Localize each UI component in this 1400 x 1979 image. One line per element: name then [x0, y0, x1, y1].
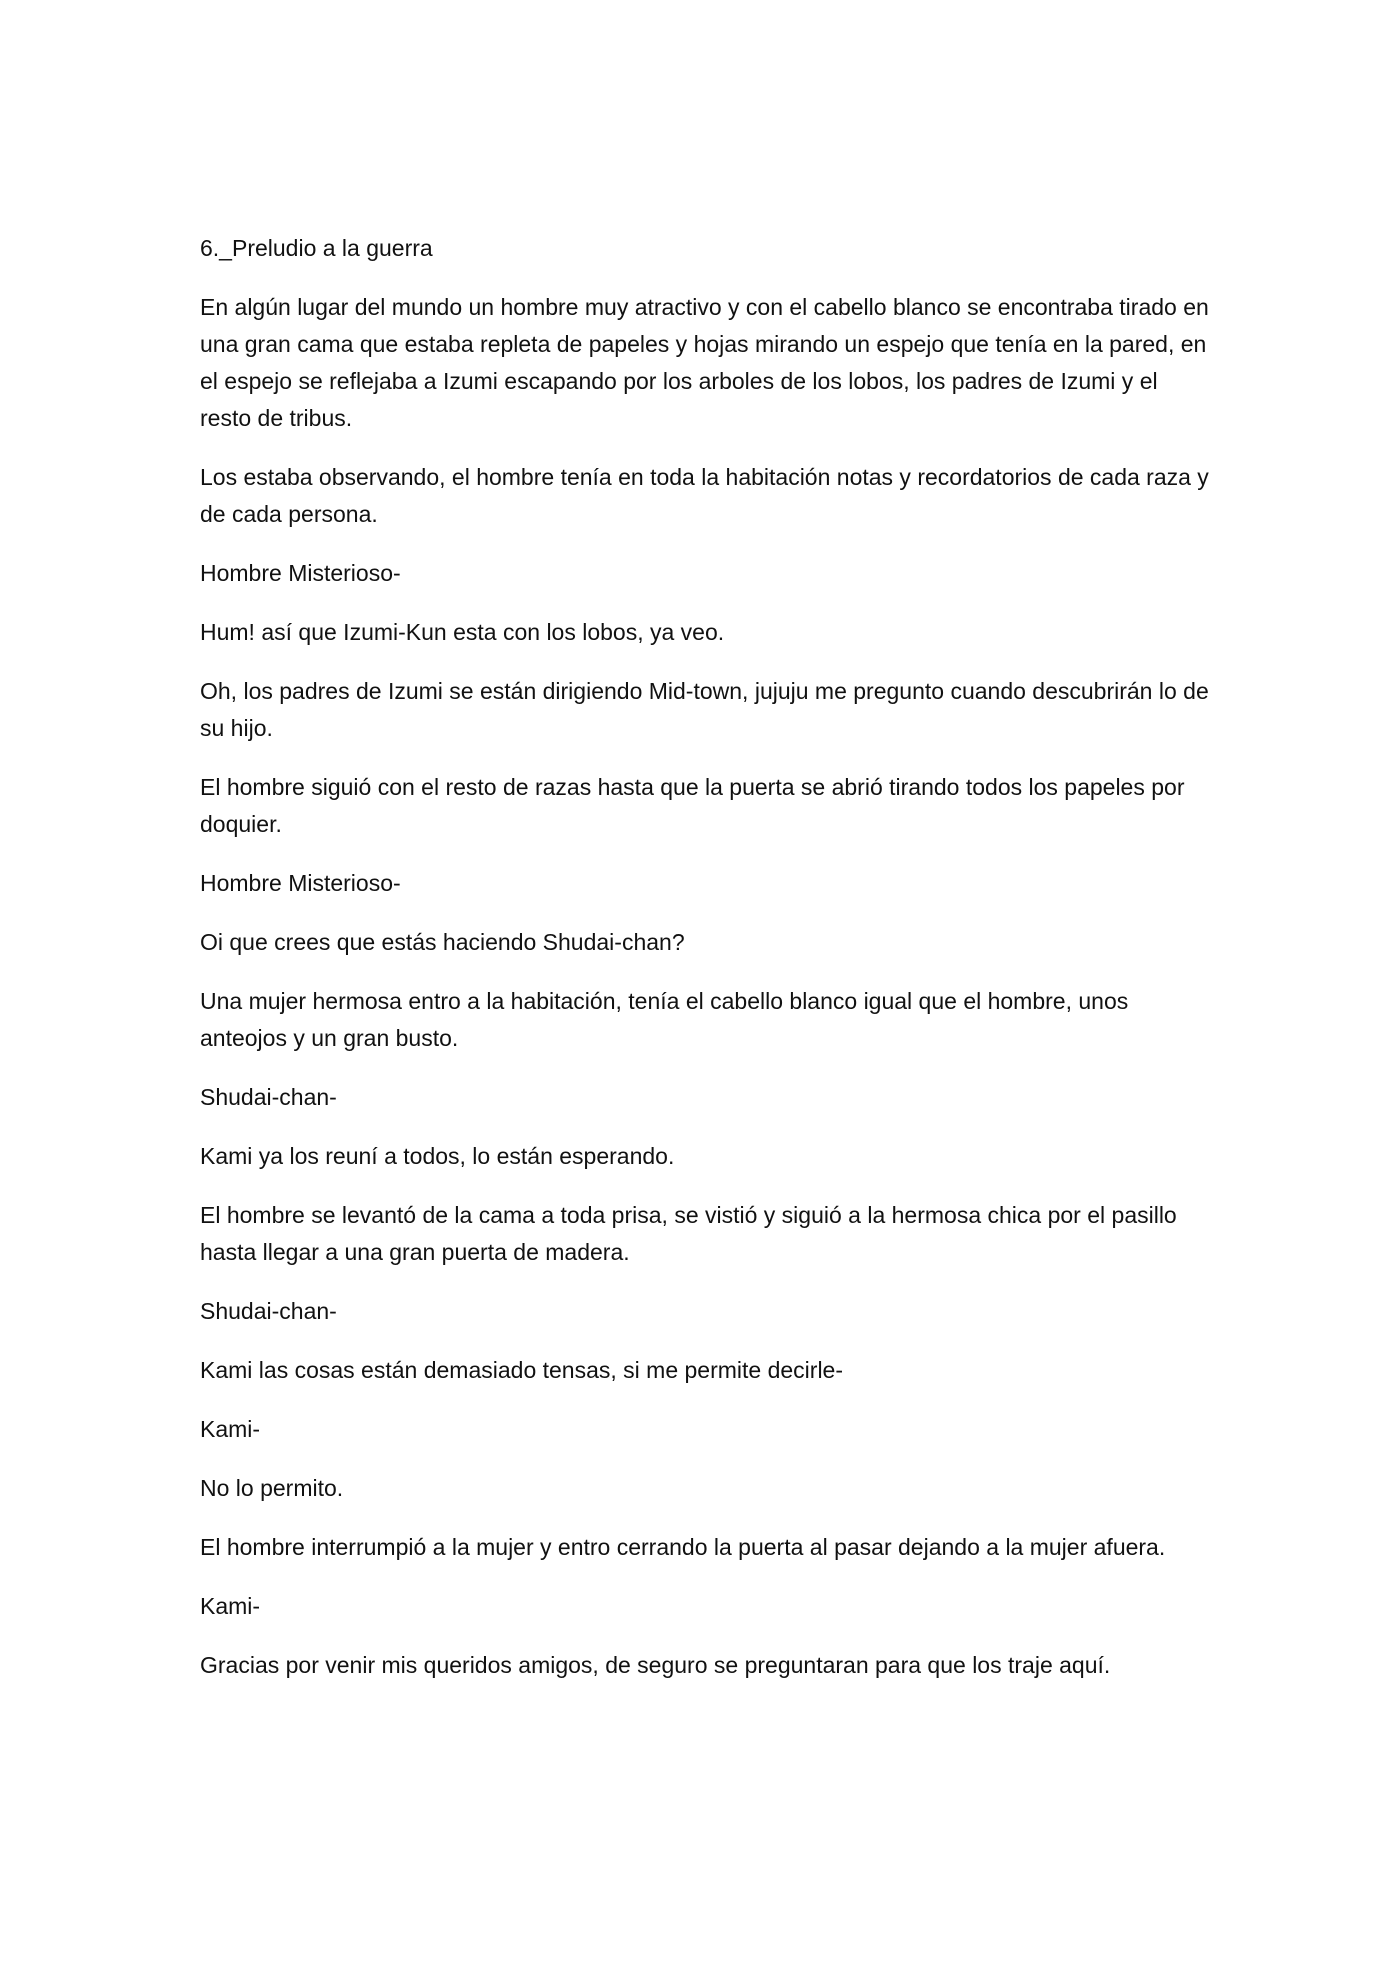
paragraph: El hombre se levantó de la cama a toda prisa, se vistió y siguió a la hermosa chica por el pasillo hasta llegar a una gran puerta de madera. — [200, 1202, 1177, 1265]
chapter-title: 6._Preludio a la guerra — [200, 235, 433, 261]
dialogue-line: No lo permito. — [200, 1475, 344, 1501]
paragraph: El hombre interrumpió a la mujer y entro cerrando la puerta al pasar dejando a la mujer afuera. — [200, 1534, 1166, 1560]
dialogue-line: Hum! así que Izumi-Kun esta con los lobos, ya veo. — [200, 619, 725, 645]
speaker-label: Kami- — [200, 1416, 261, 1442]
speaker-label: Kami- — [200, 1593, 261, 1619]
dialogue-line: Oh, los padres de Izumi se están dirigiendo Mid-town, jujuju me pregunto cuando descubrirán lo de su hijo. — [200, 678, 1209, 741]
dialogue-line: Kami las cosas están demasiado tensas, si me permite decirle- — [200, 1357, 844, 1383]
dialogue-line: Oi que crees que estás haciendo Shudai-chan? — [200, 929, 685, 955]
speaker-label: Hombre Misterioso- — [200, 560, 401, 586]
paragraph: El hombre siguió con el resto de razas hasta que la puerta se abrió tirando todos los papeles por doquier. — [200, 774, 1185, 837]
paragraph: Los estaba observando, el hombre tenía en toda la habitación notas y recordatorios de cada raza y de cada persona. — [200, 464, 1209, 527]
dialogue-line: Gracias por venir mis queridos amigos, de seguro se preguntaran para que los traje aquí. — [200, 1652, 1111, 1678]
paragraph: En algún lugar del mundo un hombre muy atractivo y con el cabello blanco se encontraba tirado en una gran cama que estaba repleta de papeles y hojas mirando un espejo que tenía en la pared, en el espejo se reflejaba a Izumi escapando por los arboles de los lobos, los padres de Izumi y el resto de tribus. — [200, 294, 1209, 431]
speaker-label: Hombre Misterioso- — [200, 870, 401, 896]
speaker-label: Shudai-chan- — [200, 1084, 337, 1110]
dialogue-line: Kami ya los reuní a todos, lo están esperando. — [200, 1143, 675, 1169]
document-body — [200, 230, 1210, 1706]
speaker-label: Shudai-chan- — [200, 1298, 337, 1324]
paragraph: Una mujer hermosa entro a la habitación, tenía el cabello blanco igual que el hombre, unos anteojos y un gran busto. — [200, 988, 1129, 1051]
